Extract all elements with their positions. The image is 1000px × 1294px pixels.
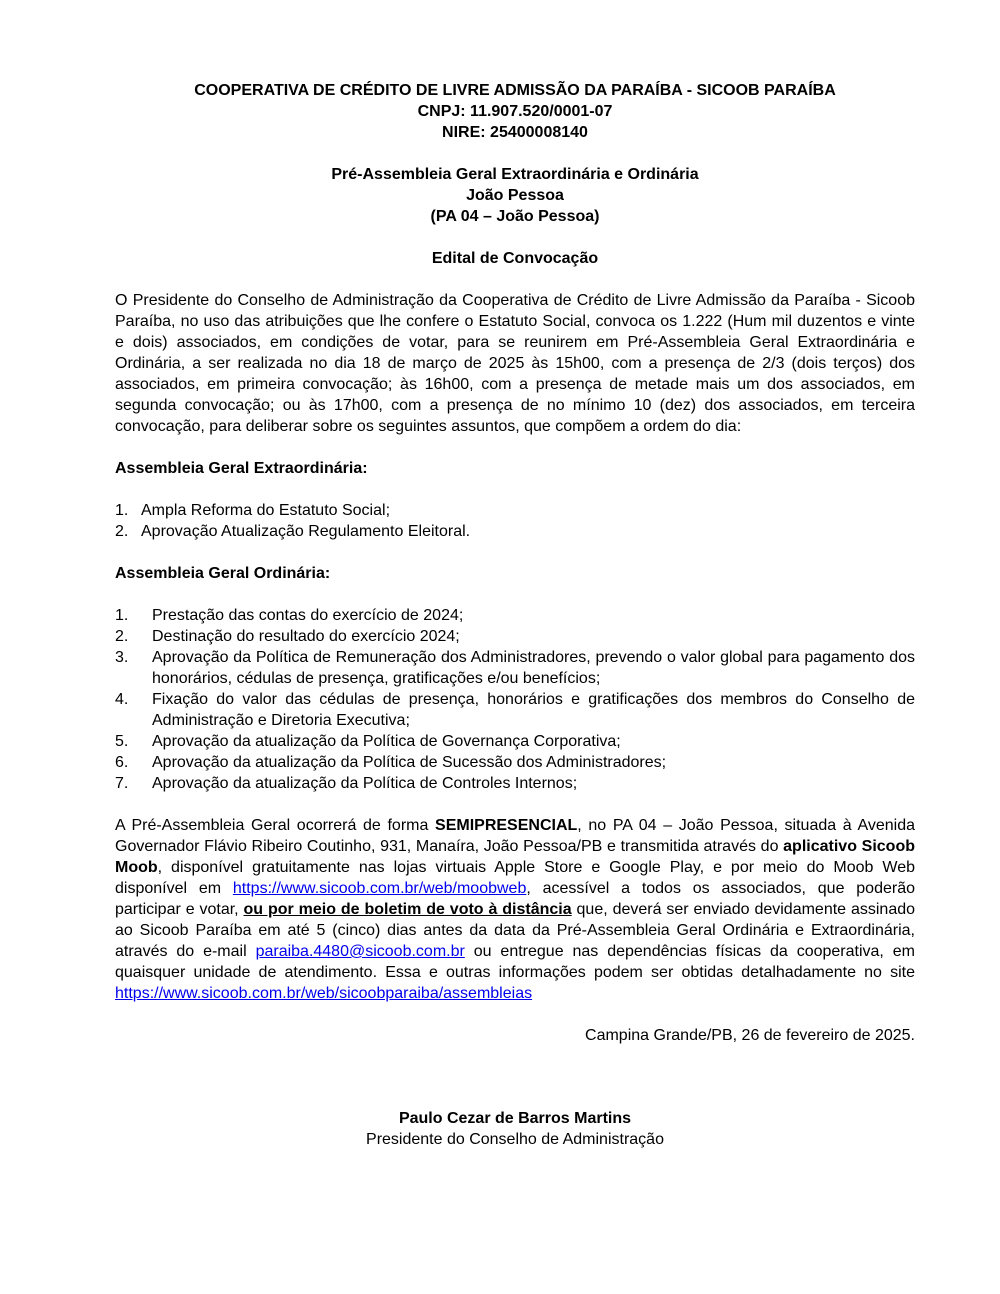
spacer bbox=[115, 479, 915, 500]
list-item bbox=[115, 689, 915, 731]
email-link[interactable]: paraiba.4480@sicoob.com.br bbox=[255, 943, 465, 960]
list-item-text: Ampla Reforma do Estatuto Social; bbox=[141, 502, 391, 519]
list-item bbox=[115, 605, 915, 626]
list-item-number: 2. bbox=[115, 628, 129, 645]
list-item-number: 2. bbox=[115, 523, 129, 540]
cnpj-line: CNPJ: 11.907.520/0001-07 bbox=[417, 103, 613, 120]
list-item-number: 6. bbox=[115, 754, 129, 771]
ordinaria-list bbox=[115, 605, 915, 794]
list-item bbox=[115, 752, 915, 773]
list-item-number: 7. bbox=[115, 775, 129, 792]
list-item-text: Aprovação Atualização Regulamento Eleitoral. bbox=[141, 523, 471, 540]
intro-paragraph: O Presidente do Conselho de Administração da Cooperativa de Crédito de Livre Admissão da Paraíba - Sicoob Paraíba, no uso das atribuições que lhe confere o Estatuto Social, convoca os 1.222 (Hum mil duzentos e vinte e dois) associados, em condições de votar, para se reunirem em Pré-Assembleia Geral Extraordinária e Ordinária, a ser realizada no dia 18 de março de 2025 às 15h00, com a presença de 2/3 (dois terços) dos associados, em primeira convocação; às 16h00, com a presença de metade mais um dos associados, em segunda convocação; ou às 17h00, com a presença de no mínimo 10 (dez) dos associados, em terceira convocação, para deliberar sobre os seguintes assuntos, que compõem a ordem do dia: bbox=[115, 292, 915, 435]
text-run: , no PA 04 – João Pessoa, situada à Avenida Governador Flávio Ribeiro Coutinho, 931, Manaíra, João Pessoa/PB e transmitida através do bbox=[115, 817, 915, 855]
spacer bbox=[115, 1004, 915, 1025]
list-item-text: Destinação do resultado do exercício 2024; bbox=[152, 628, 460, 645]
meeting-city: João Pessoa bbox=[466, 187, 564, 204]
spacer bbox=[115, 269, 915, 290]
signatory-name: Paulo Cezar de Barros Martins bbox=[398, 1110, 632, 1127]
spacer bbox=[115, 143, 915, 164]
list-item-number: 5. bbox=[115, 733, 129, 750]
doc-title: Edital de Convocação bbox=[431, 250, 599, 267]
meeting-pa: (PA 04 – João Pessoa) bbox=[430, 208, 600, 225]
list-item-number: 1. bbox=[115, 607, 129, 624]
extraordinaria-heading: Assembleia Geral Extraordinária: bbox=[115, 460, 368, 477]
list-item-number: 4. bbox=[115, 691, 129, 708]
text-run: A Pré-Assembleia Geral ocorrerá de forma bbox=[115, 817, 436, 834]
list-item-text: Aprovação da atualização da Política de Governança Corporativa; bbox=[152, 733, 621, 750]
signatory-role: Presidente do Conselho de Administração bbox=[366, 1131, 664, 1148]
assembleias-link[interactable]: https://www.sicoob.com.br/web/sicoobparaiba/assembleias bbox=[115, 985, 533, 1002]
list-item-text: Aprovação da atualização da Política de Sucessão dos Administradores; bbox=[152, 754, 667, 771]
date-line: Campina Grande/PB, 26 de fevereiro de 2025. bbox=[585, 1027, 915, 1044]
text-run: ou entregue nas dependências físicas da cooperativa, em quaisquer unidade de atendimento. Essa e outras informações podem ser obtidas detalhadamente no site bbox=[115, 943, 915, 981]
list-item bbox=[115, 731, 915, 752]
signature-spacer bbox=[115, 1046, 915, 1108]
list-item-number: 3. bbox=[115, 649, 129, 666]
meeting-title: Pré-Assembleia Geral Extraordinária e Ordinária bbox=[331, 166, 699, 183]
list-item-text: Aprovação da atualização da Política de Controles Internos; bbox=[152, 775, 578, 792]
details-paragraph bbox=[115, 815, 915, 1004]
sicoob-moob-emphasis: aplicativo Sicoob Moob bbox=[115, 838, 915, 876]
text-run: , acessível a todos os associados, que poderão participar e votar, bbox=[115, 880, 915, 918]
list-item bbox=[115, 647, 915, 689]
spacer bbox=[115, 437, 915, 458]
nire-line: NIRE: 25400008140 bbox=[442, 124, 588, 141]
list-item-text: Fixação do valor das cédulas de presença, honorários e gratificações dos membros do Conselho de Administração e Diretoria Executiva; bbox=[152, 691, 915, 729]
list-item-number: 1. bbox=[115, 502, 129, 519]
ordinaria-heading: Assembleia Geral Ordinária: bbox=[115, 565, 331, 582]
spacer bbox=[115, 794, 915, 815]
text-run: , disponível gratuitamente nas lojas virtuais Apple Store e Google Play, e por meio do Moob Web disponível em bbox=[115, 859, 915, 897]
list-item-text: Aprovação da Política de Remuneração dos Administradores, prevendo o valor global para pagamento dos honorários, cédulas de presença, gratificações e/ou benefícios; bbox=[152, 649, 915, 687]
spacer bbox=[115, 542, 915, 563]
extraordinaria-list bbox=[115, 500, 915, 542]
semipresencial-emphasis: SEMIPRESENCIAL bbox=[435, 817, 578, 834]
moobweb-link[interactable]: https://www.sicoob.com.br/web/moobweb bbox=[232, 880, 527, 897]
spacer bbox=[115, 584, 915, 605]
text-run: que, deverá ser enviado devidamente assinado ao Sicoob Paraíba em até 5 (cinco) dias antes da data da Pré-Assembleia Geral Ordinária e Extraordinária, através do e-mail bbox=[115, 901, 916, 960]
org-name: COOPERATIVA DE CRÉDITO DE LIVRE ADMISSÃO DA PARAÍBA - SICOOB PARAÍBA bbox=[194, 82, 836, 99]
list-item bbox=[115, 500, 915, 521]
list-item-text: Prestação das contas do exercício de 2024; bbox=[152, 607, 464, 624]
list-item bbox=[115, 521, 915, 542]
list-item bbox=[115, 773, 915, 794]
spacer bbox=[115, 227, 915, 248]
boletim-voto-emphasis: ou por meio de boletim de voto à distância bbox=[243, 901, 572, 918]
list-item bbox=[115, 626, 915, 647]
